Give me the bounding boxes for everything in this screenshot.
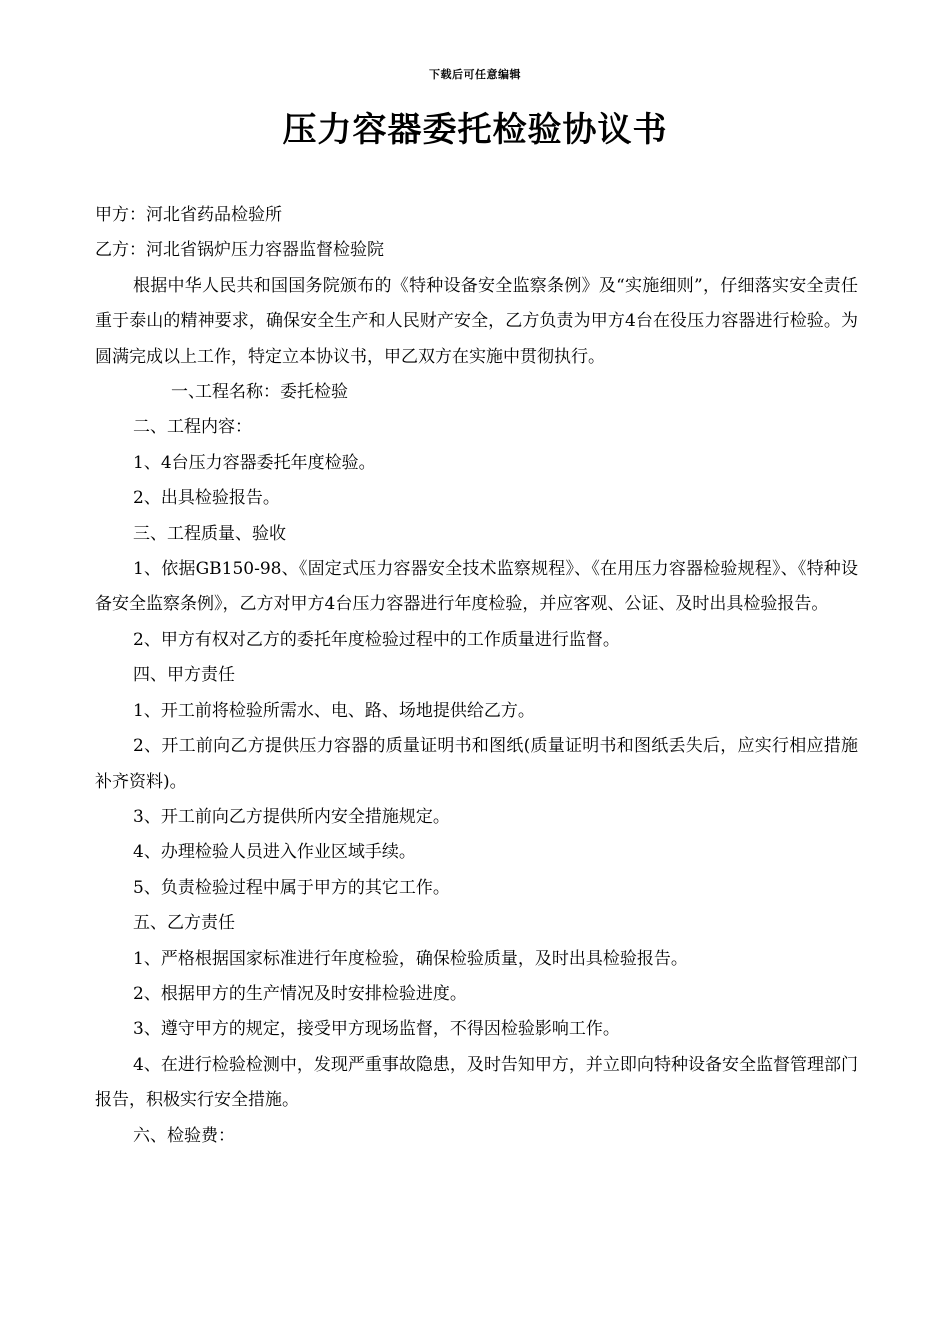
- section-6-heading: 六、检验费：: [133, 1125, 235, 1146]
- header-note: 下载后可任意编辑: [429, 68, 521, 81]
- section-3-item: 1、依据GB150-98、《固定式压力容器安全技术监察规程》、《在用压力容器检验规程》、《特种设备安全监察条例》，乙方对甲方4台压力容器进行年度检验，并应客观、公证、及时出具检验报告。: [95, 559, 858, 615]
- document-body: [95, 198, 858, 1154]
- section-1-text: 工程名称：委托检验: [195, 382, 348, 403]
- section-5-heading: 五、乙方责任: [133, 913, 235, 934]
- section-5-item: 1、严格根据国家标准进行年度检验，确保检验质量，及时出具检验报告。: [133, 948, 688, 969]
- section-2-item: 2、出具检验报告。: [133, 488, 280, 509]
- section-4-item: 3、开工前向乙方提供所内安全措施规定。: [133, 806, 450, 827]
- section-5-item: 4、在进行检验检测中，发现严重事故隐患，及时告知甲方，并立即向特种设备安全监督管理部门报告，积极实行安全措施。: [95, 1054, 858, 1111]
- section-4-item: 5、负责检验过程中属于甲方的其它工作。: [133, 877, 450, 898]
- document-title: 压力容器委托检验协议书: [282, 110, 668, 150]
- section-2-item: 1、4台压力容器委托年度检验。: [133, 452, 376, 473]
- party-b: 乙方：河北省锅炉压力容器监督检验院: [95, 240, 384, 261]
- section-2-heading: 二、工程内容：: [133, 417, 252, 438]
- party-a: 甲方：河北省药品检验所: [95, 205, 282, 225]
- section-3-item: 2、甲方有权对乙方的委托年度检验过程中的工作质量进行监督。: [133, 629, 620, 650]
- section-1-heading: [95, 375, 858, 410]
- section-3-heading: 三、工程质量、验收: [133, 523, 286, 544]
- section-4-item: 4、办理检验人员进入作业区域手续。: [133, 842, 416, 863]
- intro-paragraph: 根据中华人民共和国国务院颁布的《特种设备安全监察条例》及“实施细则”，仔细落实安全责任重于泰山的精神要求，确保安全生产和人民财产安全，乙方负责为甲方4台在役压力容器进行检验。为圆满完成以上工作，特定立本协议书，甲乙双方在实施中贯彻执行。: [95, 275, 858, 367]
- section-5-item: 3、遵守甲方的规定，接受甲方现场监督，不得因检验影响工作。: [133, 1019, 620, 1040]
- section-1-number: 一、: [171, 382, 205, 403]
- section-4-item: 1、开工前将检验所需水、电、路、场地提供给乙方。: [133, 700, 535, 721]
- section-5-item: 2、根据甲方的生产情况及时安排检验进度。: [133, 983, 467, 1004]
- section-4-heading: 四、甲方责任: [133, 665, 235, 686]
- section-4-item: 2、开工前向乙方提供压力容器的质量证明书和图纸(质量证明书和图纸丢失后，应实行相应措施补齐资料)。: [95, 736, 858, 792]
